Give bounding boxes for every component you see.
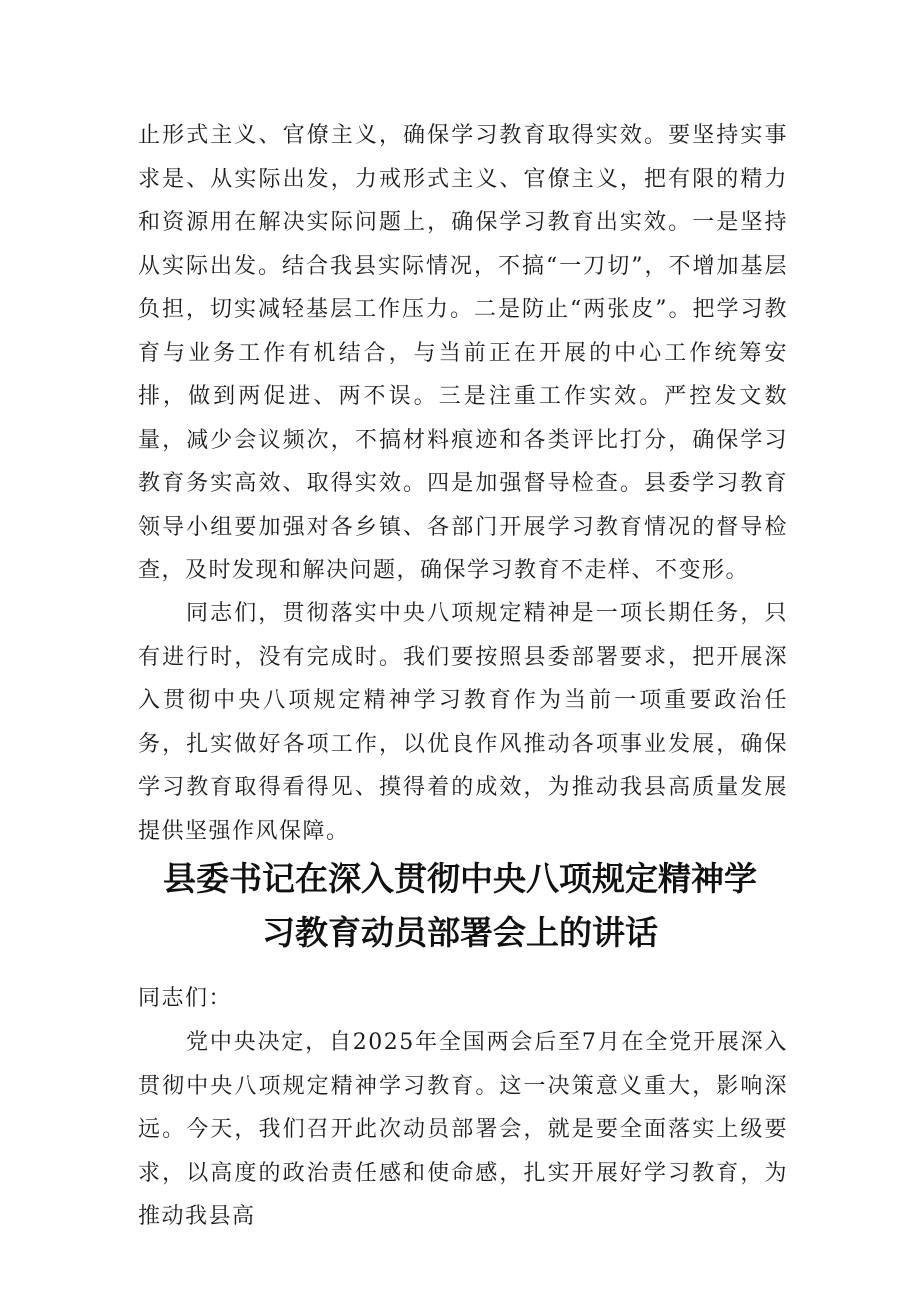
speech-title — [100, 852, 820, 960]
body-paragraph-opening: 党中央决定，自2025年全国两会后至7月在全党开展深入贯彻中央八项规定精神学习教育。这一决策意义重大，影响深远。今天，我们召开此次动员部署会，就是要全面落实上级要求，以高度的政治责任感和使命感，扎实开展好学习教育，为推动我县高 — [138, 1030, 788, 1229]
salutation: 同志们： — [138, 986, 233, 1011]
body-paragraph-continuation: 止形式主义、官僚主义，确保学习教育取得实效。要坚持实事求是、从实际出发，力戒形式主义、官僚主义，把有限的精力和资源用在解决实际问题上，确保学习教育出实效。一是坚持从实际出发。结合我县实际情况，不搞“一刀切”，不增加基层负担，切实减轻基层工作压力。二是防止“两张皮”。把学习教育与业务工作有机结合，与当前正在开展的中心工作统筹安排，做到两促进、两不误。三是注重工作实效。严控发文数量，减少会议频次，不搞材料痕迹和各类评比打分，确保学习教育务实高效、取得实效。四是加强督导检查。县委学习教育领导小组要加强对各乡镇、各部门开展学习教育情况的督导检查，及时发现和解决问题，确保学习教育不走样、不变形。 — [138, 123, 788, 583]
body-paragraph-closing: 同志们，贯彻落实中央八项规定精神是一项长期任务，只有进行时，没有完成时。我们要按照县委部署要求，把开展深入贯彻中央八项规定精神学习教育作为当前一项重要政治任务，扎实做好各项工作，以优良作风推动各项事业发展，确保学习教育取得看得见、摸得着的成效，为推动我县高质量发展提供坚强作风保障。 — [138, 601, 788, 844]
speech-title-line-1: 县委书记在深入贯彻中央八项规定精神学 — [163, 859, 757, 898]
speech-title-line-2: 习教育动员部署会上的讲话 — [262, 913, 658, 952]
